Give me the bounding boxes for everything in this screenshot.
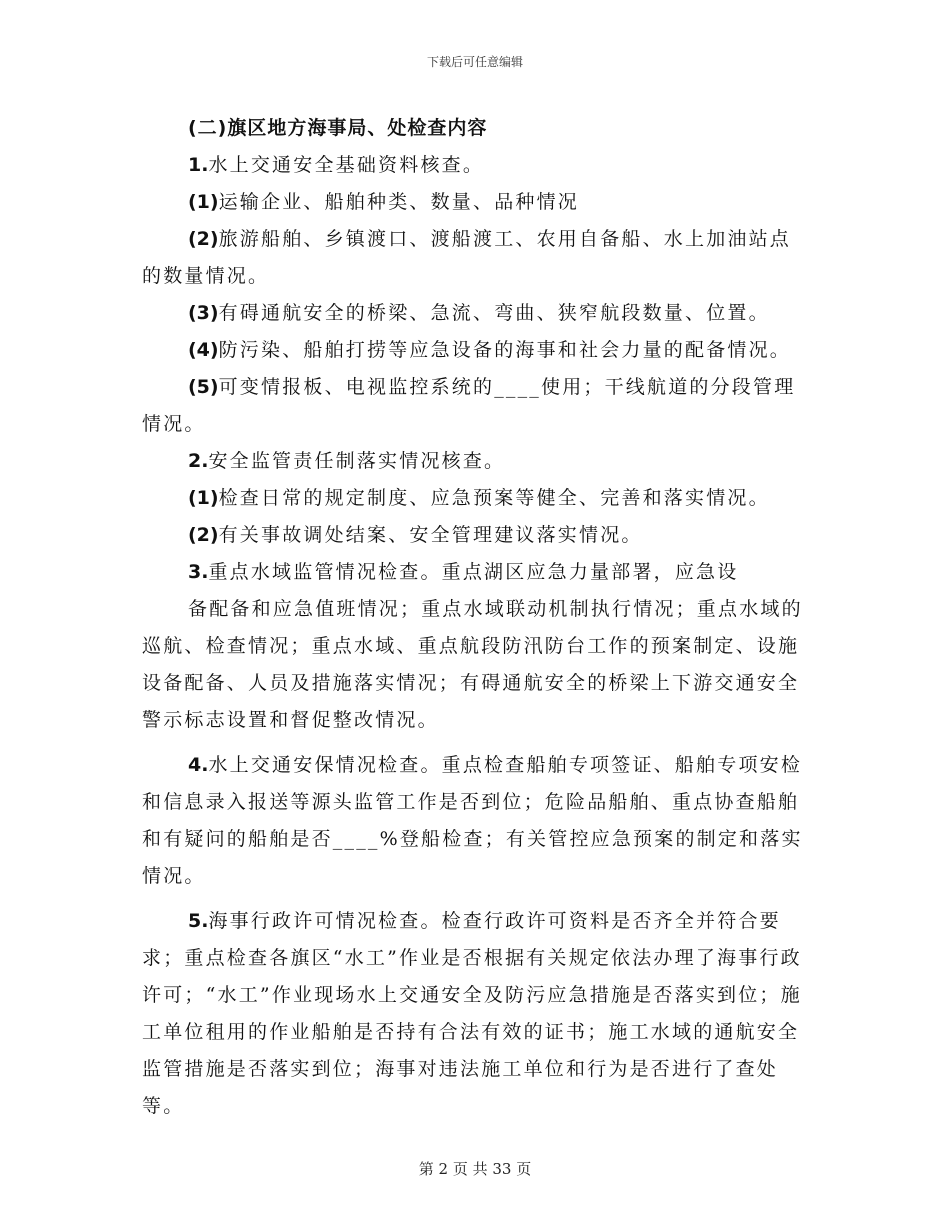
item-number: (4) xyxy=(188,339,219,361)
item-3-continued xyxy=(142,591,810,739)
item-1-5 xyxy=(142,369,810,443)
item-5 xyxy=(142,903,810,1125)
header-note: 下载后可任意编辑 xyxy=(426,55,523,69)
item-number: 5. xyxy=(188,910,209,932)
section-title: (二)旗区地方海事局、处检查内容 xyxy=(188,117,488,139)
item-1-3 xyxy=(142,295,810,332)
item-text: 安全监管责任制落实情况核查。 xyxy=(208,450,506,472)
item-text: 水上交通安全基础资料核查。 xyxy=(208,154,485,176)
item-number: 3. xyxy=(188,561,209,583)
item-number: 2. xyxy=(188,450,209,472)
item-number: (1) xyxy=(188,191,219,213)
item-number: 1. xyxy=(188,154,209,176)
item-3 xyxy=(142,554,810,591)
item-text: 海事行政许可情况检查。检查行政许可资料是否齐全并符合要求；重点检查各旗区“水工”作业是否根据有关规定依法办理了海事行政许可；“水工”作业现场水上交通安全及防污应急措施是否落实到位；施工单位租用的作业船舶是否持有合法有效的证书；施工水域的通航安全监管措施是否落实到位；海事对违法施工单位和行为是否进行了查处等。 xyxy=(142,910,802,1117)
item-text: 检查日常的规定制度、应急预案等健全、完善和落实情况。 xyxy=(218,487,770,509)
page-number: 第 2 页 共 33 页 xyxy=(418,1160,532,1178)
item-text: 重点水域监管情况检查。重点湖区应急力量部署，应急设 xyxy=(208,561,739,583)
item-2-1 xyxy=(142,480,810,517)
item-1-4 xyxy=(142,332,810,369)
item-number: (2) xyxy=(188,524,219,546)
item-text: 有关事故调处结案、安全管理建议落实情况。 xyxy=(218,524,643,546)
item-1-2 xyxy=(142,221,810,295)
item-1 xyxy=(142,147,810,184)
item-text: 有碍通航安全的桥梁、急流、弯曲、狭窄航段数量、位置。 xyxy=(218,302,770,324)
item-text: 旅游船舶、乡镇渡口、渡船渡工、农用自备船、水上加油站点的数量情况。 xyxy=(142,228,791,287)
item-text: 水上交通安保情况检查。重点检查船舶专项签证、船舶专项安检和信息录入报送等源头监管工作是否到位；危险品船舶、重点协查船舶和有疑问的船舶是否____%登船检查；有关管控应急预案的制定和落实情况。 xyxy=(142,754,803,887)
item-number: (3) xyxy=(188,302,219,324)
item-2 xyxy=(142,443,810,480)
item-2-2 xyxy=(142,517,810,554)
item-text: 运输企业、船舶种类、数量、品种情况 xyxy=(218,191,579,213)
item-number: (1) xyxy=(188,487,219,509)
item-text: 防污染、船舶打捞等应急设备的海事和社会力量的配备情况。 xyxy=(218,339,791,361)
item-number: (2) xyxy=(188,228,219,250)
item-1-1 xyxy=(142,184,810,221)
item-number: (5) xyxy=(188,376,219,398)
item-text: 备配备和应急值班情况；重点水域联动机制执行情况；重点水域的巡航、检查情况；重点水域、重点航段防汛防台工作的预案制定、设施设备配备、人员及措施落实情况；有碍通航安全的桥梁上下游交通安全警示标志设置和督促整改情况。 xyxy=(142,598,803,731)
document-body xyxy=(142,110,810,1125)
item-4 xyxy=(142,747,810,895)
item-number: 4. xyxy=(188,754,209,776)
item-text: 可变情报板、电视监控系统的____使用；干线航道的分段管理情况。 xyxy=(142,376,796,435)
